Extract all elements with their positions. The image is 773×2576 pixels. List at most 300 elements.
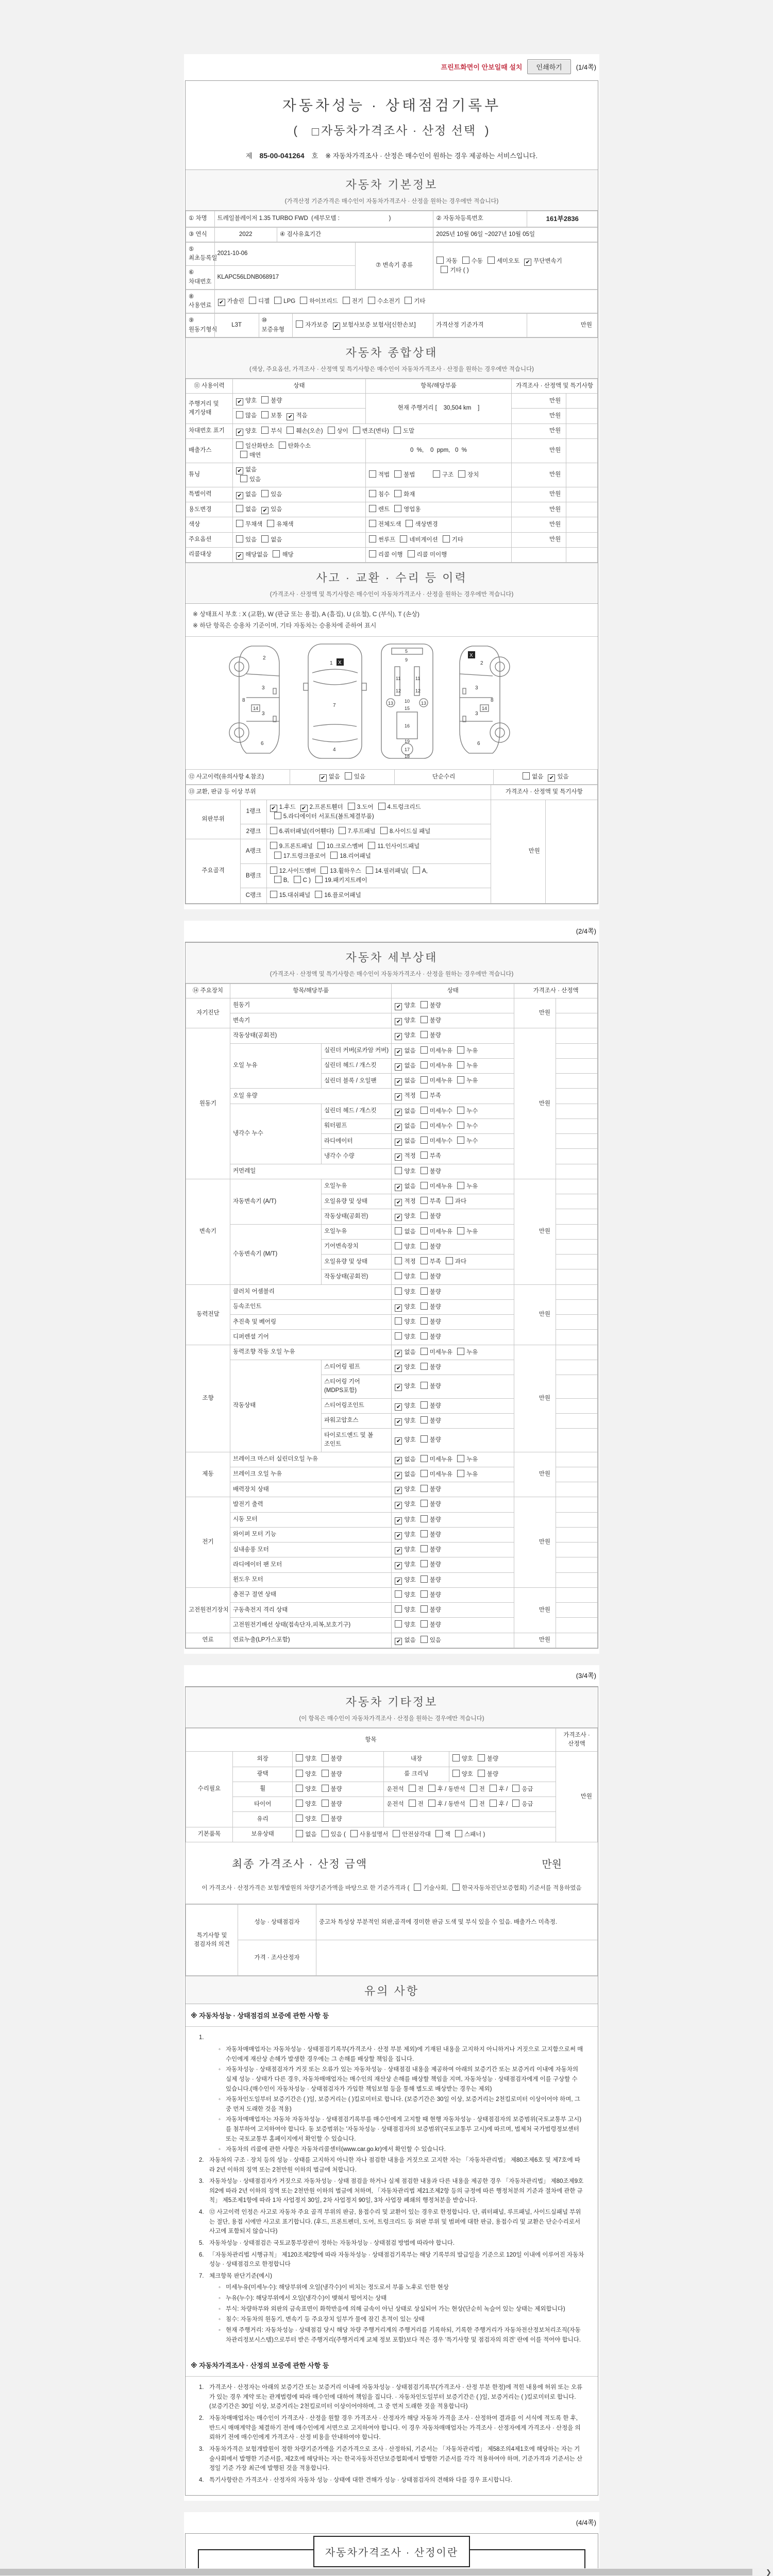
checkbox[interactable] [478,1754,485,1761]
checkbox[interactable]: ✔ [395,1003,402,1010]
checkbox[interactable] [395,1227,402,1234]
option-label: 수동 [471,258,483,264]
checkbox[interactable] [267,520,274,527]
option-label: 영업용 [404,506,421,513]
checkbox[interactable] [421,1401,428,1409]
checkbox[interactable] [321,867,328,874]
cell [384,1782,556,1797]
checkbox[interactable]: ✔ [395,1638,402,1645]
checkbox[interactable] [457,1455,464,1462]
checkbox[interactable] [236,411,243,418]
checkbox[interactable] [296,1770,303,1777]
checkbox[interactable] [261,427,268,434]
cell [233,463,366,487]
option [452,1123,478,1129]
notice-item-text: 자동차의 구조 · 장치 등의 성능 · 상태를 고지하지 아니한 자나 점검한 내용을 거짓으로 고지한 자는 「자동차관리법」 제80조제6호 및 제7호에 따라 2년 이하의 징역 또는 2천만원 이하의 벌금에 처합니다. [209,2157,581,2173]
checkbox[interactable] [462,257,469,264]
page-number: (2/4쪽) [576,927,596,935]
cell: 만원 [514,1028,556,1179]
checkbox[interactable] [421,1061,428,1069]
checkbox[interactable] [490,1800,497,1807]
checkbox[interactable] [512,1785,519,1792]
option-label: 8.사이드실 패널 [389,828,431,835]
cell [392,1413,514,1428]
option-label: 장치 [467,471,479,478]
checkbox[interactable] [421,1348,428,1355]
option [282,413,307,419]
bullet-icon: ◦ [219,2146,221,2153]
cell [392,1089,514,1104]
checkbox[interactable] [421,1530,428,1537]
checkbox[interactable] [270,891,277,898]
cell [493,770,597,785]
checkbox[interactable] [457,1061,464,1069]
checkbox[interactable] [368,842,375,849]
checkbox[interactable]: ✔ [395,1199,402,1206]
checkbox[interactable] [421,1500,428,1507]
checkbox[interactable] [421,1182,428,1189]
checkbox[interactable] [322,1754,329,1761]
checkbox[interactable]: ✔ [395,1184,402,1191]
checkbox[interactable]: ✔ [236,398,243,405]
checkbox[interactable] [395,1167,402,1174]
checkbox[interactable] [395,1287,402,1295]
checkbox[interactable] [446,1197,453,1204]
cell-text: / [504,1801,508,1808]
notice-item [199,2414,584,2443]
checkbox[interactable] [395,1605,402,1613]
checkbox[interactable] [446,1257,453,1264]
checkbox[interactable] [421,1590,428,1598]
checkbox[interactable] [330,852,338,859]
checkbox[interactable] [421,1332,428,1340]
checkbox[interactable] [421,1416,428,1423]
car-diagram-wrap [186,637,598,769]
option-label: 미세누유 [429,1183,453,1190]
svg-text:17: 17 [405,747,410,753]
checkbox[interactable] [435,1830,443,1837]
checkbox[interactable] [457,1107,464,1114]
checkbox[interactable] [421,1363,428,1370]
table-row [186,463,598,487]
checkbox[interactable] [378,803,385,810]
checkbox[interactable] [300,297,307,304]
checkbox[interactable] [261,396,268,403]
checkbox[interactable]: ✔ [524,259,531,266]
checkbox[interactable]: ✔ [395,1033,402,1040]
checkbox[interactable] [421,1212,428,1219]
cell: 라디에이터 팬 모터 [230,1557,392,1572]
option [236,537,257,543]
checkbox[interactable]: ✔ [236,492,243,499]
checkbox[interactable] [353,427,360,434]
checkbox[interactable] [312,128,319,135]
cell: 만원 [514,1284,556,1345]
checkbox[interactable] [261,490,268,497]
checkbox[interactable] [296,1830,303,1837]
checkbox[interactable]: ✔ [300,805,308,812]
option-label: 전 [479,1801,485,1808]
option-label: 탄화수소 [288,443,311,449]
checkbox[interactable] [421,1455,428,1462]
checkbox[interactable] [369,520,376,527]
option [452,1771,473,1777]
checkbox[interactable] [413,867,420,874]
cell: 특별이력 [186,487,233,502]
checkbox[interactable]: ✔ [236,429,243,436]
checkbox[interactable] [512,1800,519,1807]
checkbox[interactable] [421,1122,428,1129]
checkbox[interactable] [400,535,407,543]
option [394,1018,415,1024]
option [416,1048,452,1054]
option-label: 무채색 [245,521,263,528]
checkbox[interactable] [296,1815,303,1822]
checkbox[interactable] [421,1605,428,1613]
checkbox[interactable] [457,1348,464,1355]
checkbox[interactable]: ✔ [287,413,294,420]
checkbox[interactable] [421,1016,428,1023]
checkbox[interactable] [270,827,277,834]
checkbox[interactable] [240,451,247,458]
checkbox[interactable] [408,550,415,557]
cell [556,1413,598,1428]
checkbox[interactable] [296,320,303,328]
checkbox[interactable] [348,803,355,810]
checkbox[interactable]: ✔ [395,1472,402,1479]
checkbox[interactable]: ✔ [395,1365,402,1372]
checkbox[interactable] [443,535,450,543]
checkbox[interactable]: ✔ [395,1578,402,1585]
checkbox[interactable] [409,1800,416,1807]
checkbox[interactable] [470,1785,477,1792]
checkbox[interactable] [279,442,286,449]
cell: 커먼레일 [230,1164,392,1179]
table-row [186,502,598,517]
checkbox[interactable]: ✔ [270,805,277,812]
option [317,1786,342,1792]
checkbox[interactable]: ✔ [395,1457,402,1464]
checkbox[interactable]: ✔ [395,1384,402,1391]
horizontal-scrollbar[interactable] [0,2568,773,2576]
checkbox[interactable] [421,1575,428,1583]
checkbox[interactable] [380,827,388,834]
checkbox[interactable]: ✔ [395,1304,402,1312]
option [395,537,438,543]
cell [392,1299,514,1314]
option [448,1885,525,1891]
notice-item-text: 가격조사 · 산정자는 아래의 보증기간 또는 보증거리 이내에 자동차성능 · 상태점검기록부(가격조사 · 산정 부분 한정)에 적힌 내용에 허위 또는 오류가 있는 경우 계약 또는 관계법령에 따라 매수인에 대하여 책임을 집니다. · 자동차인도일부터 보증기간은 ( )일, 보증거리는 ( )킬로미터로 합니다. (보증기간은 30일 이상, 보증거리는 2천킬로미터 이상이어야하며, 그 중 먼저 도래한 것을 적용합니다) [209,2384,583,2410]
checkbox[interactable]: ✔ [236,552,243,560]
checkbox[interactable] [395,1590,402,1598]
checkbox[interactable] [452,1770,460,1777]
checkbox[interactable] [421,1560,428,1567]
checkbox[interactable]: ✔ [395,1124,402,1131]
cell [266,824,491,839]
checkbox[interactable]: ✔ [395,1154,402,1161]
checkbox[interactable]: ✔ [395,1418,402,1426]
cell [392,1104,514,1118]
checkbox[interactable] [395,1272,402,1279]
checkbox[interactable] [394,490,401,497]
checkbox[interactable] [345,772,352,779]
option [268,552,293,558]
checkbox[interactable]: ✔ [395,1562,402,1569]
checkbox[interactable] [421,1287,428,1295]
checkbox[interactable] [395,1332,402,1340]
option-label: 14.필러패널( [375,868,408,874]
checkbox[interactable] [273,550,280,557]
checkbox[interactable] [287,427,294,434]
cell: KLAPC56LDNB068917 [214,266,355,290]
checkbox[interactable] [458,470,465,478]
checkbox[interactable] [421,1545,428,1552]
checkbox[interactable]: ✔ [236,467,243,474]
option [295,1801,316,1807]
checkbox[interactable] [395,1242,402,1249]
checkbox[interactable]: ✔ [395,1532,402,1539]
checkbox[interactable]: ✔ [395,1109,402,1116]
document-viewer [184,0,599,2576]
checkbox[interactable] [421,1302,428,1310]
checkbox[interactable] [421,1001,428,1008]
checkbox[interactable] [261,535,268,543]
checkbox[interactable] [328,427,335,434]
option [394,1517,415,1523]
checkbox[interactable]: ✔ [218,299,225,306]
checkbox[interactable] [457,1470,464,1477]
checkbox[interactable] [394,427,401,434]
checkbox[interactable] [366,867,373,874]
checkbox[interactable] [523,772,530,779]
checkbox[interactable] [441,266,448,273]
checkbox[interactable] [455,1830,462,1837]
checkbox[interactable] [369,470,376,478]
checkbox[interactable]: ✔ [395,1139,402,1146]
checkbox[interactable] [236,505,243,512]
checkbox[interactable] [421,1227,428,1234]
checkbox[interactable] [274,852,281,859]
checkbox[interactable] [296,1785,303,1792]
checkbox[interactable] [296,1754,303,1761]
option [346,1832,389,1838]
checkbox[interactable]: ✔ [395,1502,402,1509]
checkbox[interactable] [421,1382,428,1389]
checkbox[interactable] [369,550,376,557]
checkbox[interactable] [457,1046,464,1054]
checkbox[interactable]: ✔ [261,507,268,514]
checkbox[interactable] [339,827,346,834]
checkbox[interactable] [457,1227,464,1234]
checkbox[interactable]: ✔ [395,1048,402,1056]
checkbox[interactable] [470,1800,477,1807]
checkbox[interactable] [421,1091,428,1098]
cell: 외판부위 [186,800,241,839]
cell: 냉각수 수량 [321,1149,392,1164]
option [416,1138,452,1144]
checkbox[interactable] [421,1620,428,1628]
notice-item-text: ⑫ 사고이력 인정은 사고로 자동차 주요 골격 부위의 판금, 용접수리 및 교환이 있는 경우로 한정합니다. 단, 쿼터패널, 루프패널, 사이드실패널 부위는 절단, 용접 시에만 사고로 표기합니다. (후드, 프론트펜더, 도어, 트렁크리드 등 외판 부위 및 범퍼에 대한 판금, 용접수리 및 교환은 단순수리로서 사고에 포함되지 않습니다) [209,2209,581,2235]
checkbox[interactable] [421,1317,428,1325]
option-label: 양호 [305,1816,317,1823]
checkbox[interactable] [296,1800,303,1807]
checkbox[interactable] [406,520,413,527]
checkbox[interactable] [433,470,440,478]
checkbox[interactable] [394,470,401,478]
cell [556,1497,598,1512]
cell: 수리필요 [186,1752,233,1827]
checkbox[interactable] [270,867,277,874]
cell [384,1812,556,1827]
checkbox[interactable] [405,297,412,304]
option-label: 19.패키지트레이 [324,877,367,884]
checkbox[interactable] [236,442,243,449]
checkbox[interactable] [421,1137,428,1144]
cell [365,502,511,517]
checkbox[interactable]: ✔ [395,1350,402,1357]
checkbox[interactable]: ✔ [548,774,555,782]
checkbox[interactable] [315,876,323,883]
checkbox[interactable] [393,1830,400,1837]
checkbox[interactable] [369,505,376,512]
checkbox[interactable] [421,1515,428,1522]
checkbox[interactable] [457,1076,464,1083]
checkbox[interactable]: ✔ [395,1547,402,1554]
scroll-right-arrow[interactable]: ❯ [766,2568,771,2576]
checkbox[interactable] [421,1151,428,1159]
option [307,124,476,137]
checkbox[interactable] [368,297,375,304]
option-label: 전 [417,1801,424,1808]
checkbox[interactable] [421,1470,428,1477]
option [473,1771,498,1777]
checkbox[interactable] [421,1257,428,1264]
checkbox[interactable] [395,1620,402,1628]
checkbox[interactable] [322,1815,329,1822]
checkbox[interactable] [428,1785,435,1792]
checkbox[interactable] [421,1636,428,1643]
option [270,843,313,850]
checkbox[interactable] [274,812,281,819]
bullet-icon: ◦ [219,2306,221,2312]
checkbox[interactable] [343,297,350,304]
scrollbar-thumb[interactable] [0,2569,752,2575]
checkbox[interactable] [428,1800,435,1807]
checkbox[interactable] [421,1031,428,1038]
checkbox[interactable] [274,297,281,304]
checkbox[interactable] [322,1800,329,1807]
checkbox[interactable] [452,1754,460,1761]
checkbox[interactable] [436,257,444,264]
checkbox[interactable]: ✔ [395,1437,402,1445]
checkbox[interactable]: ✔ [395,1214,402,1221]
cell: 파워고압호스 [321,1413,392,1428]
option-label: 양호 [245,398,257,404]
checkbox[interactable]: ✔ [395,1063,402,1071]
checkbox[interactable] [395,1317,402,1325]
option-label: 양호 [245,428,257,434]
print-button[interactable]: 인쇄하기 [527,59,570,74]
checkbox[interactable]: ✔ [395,1487,402,1494]
checkbox[interactable] [236,535,243,543]
checkbox[interactable] [394,505,401,512]
checkbox[interactable] [317,842,325,849]
checkbox[interactable] [421,1272,428,1279]
checkbox[interactable] [322,1785,329,1792]
option-label: 불량 [429,1364,441,1370]
option [262,521,293,528]
section-subtitle: (색상, 주요옵션, 가격조사 · 산정액 및 특기사항은 매수인이 자동차가격조사 · 산정을 원하는 경우에만 적습니다) [249,366,534,372]
checkbox[interactable] [236,520,243,527]
checkbox[interactable] [315,891,322,898]
checkbox[interactable] [421,1167,428,1174]
svg-text:8: 8 [242,698,245,704]
checkbox[interactable] [488,257,495,264]
table-row [186,1028,598,1043]
checkbox[interactable] [421,1242,428,1249]
option [244,298,270,304]
checkbox[interactable] [457,1137,464,1144]
checkbox[interactable] [457,1182,464,1189]
checkbox[interactable] [350,1830,358,1837]
checkbox[interactable] [421,1107,428,1114]
table-row [186,785,598,800]
checkbox[interactable] [274,876,281,883]
checkbox[interactable] [322,1770,329,1777]
cell: 성능 · 상태점검자 [238,1905,316,1940]
detail-condition-table [186,984,598,1648]
checkbox[interactable] [294,876,301,883]
checkbox[interactable] [270,842,277,849]
checkbox[interactable]: ✔ [395,1018,402,1025]
checkbox[interactable] [414,1884,421,1891]
option [270,892,310,899]
checkbox[interactable]: ✔ [395,1078,402,1086]
checkbox[interactable] [249,297,256,304]
checkbox[interactable] [490,1785,497,1792]
checkbox[interactable]: ✔ [395,1093,402,1100]
checkbox[interactable] [409,1785,416,1792]
option [368,506,390,513]
checkbox[interactable] [421,1485,428,1492]
checkbox[interactable] [478,1770,485,1777]
checkbox[interactable] [240,475,247,482]
checkbox[interactable] [421,1197,428,1204]
checkbox[interactable]: ✔ [320,774,327,782]
checkbox[interactable] [452,1884,460,1891]
option-label: 미세누유 [429,1228,453,1235]
option-label: 양호 [404,1243,416,1250]
checkbox[interactable] [421,1435,428,1443]
cell [266,839,491,864]
checkbox[interactable] [369,490,376,497]
checkbox[interactable] [395,1257,402,1264]
checkbox[interactable]: ✔ [333,323,340,330]
checkbox[interactable] [322,1830,329,1837]
option [416,1003,441,1009]
checkbox[interactable] [369,535,376,543]
checkbox[interactable] [457,1122,464,1129]
checkbox[interactable] [421,1076,428,1083]
checkbox[interactable]: ✔ [395,1517,402,1524]
checkbox[interactable] [421,1046,428,1054]
cell [512,547,566,562]
option-label: 불량 [330,1801,342,1808]
option-label: 양호 [404,1577,416,1583]
checkbox[interactable]: ✔ [395,1403,402,1411]
svg-text:19: 19 [405,739,410,744]
checkbox[interactable] [261,411,268,418]
